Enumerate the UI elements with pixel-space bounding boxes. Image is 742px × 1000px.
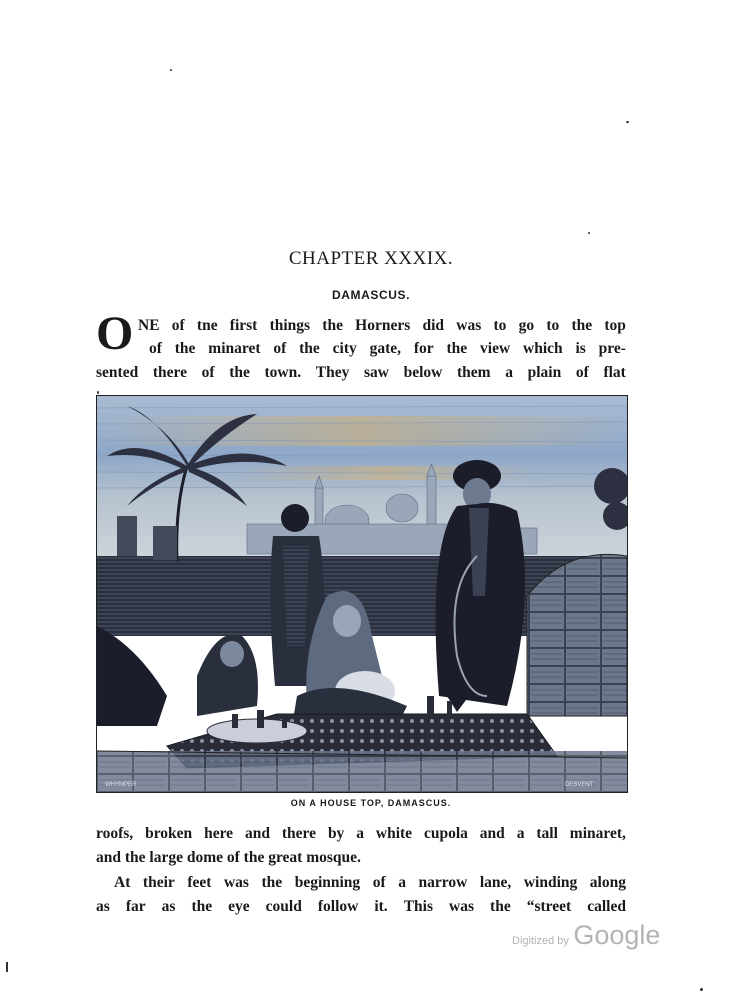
word: for bbox=[413, 340, 434, 357]
word: as bbox=[161, 898, 176, 915]
word: view bbox=[480, 340, 511, 357]
word: town. bbox=[264, 364, 302, 381]
chapter-subtitle: DAMASCUS. bbox=[331, 288, 411, 302]
scan-speck bbox=[170, 69, 172, 71]
word: eye bbox=[228, 898, 250, 915]
scan-speck bbox=[700, 988, 703, 991]
scan-speck bbox=[6, 962, 8, 972]
word: gate, bbox=[369, 340, 402, 357]
word: flat bbox=[603, 364, 626, 381]
word: the bbox=[299, 340, 320, 357]
word: was bbox=[456, 317, 482, 334]
watermark-prefix: Digitized by bbox=[512, 935, 569, 947]
google-watermark bbox=[512, 920, 660, 951]
word: and bbox=[479, 825, 505, 842]
word: the bbox=[490, 898, 511, 915]
word: They bbox=[315, 364, 350, 381]
word: lane, bbox=[479, 874, 512, 891]
word: as bbox=[96, 898, 110, 915]
body-line-3 bbox=[96, 364, 626, 382]
word: was bbox=[449, 898, 475, 915]
word: beginning bbox=[294, 874, 361, 891]
word: minaret bbox=[208, 340, 261, 357]
word: things bbox=[269, 317, 311, 334]
engraver-signature-right: DESVENT bbox=[565, 782, 594, 788]
word: far bbox=[125, 898, 146, 915]
word: go bbox=[518, 317, 535, 334]
word: Horners bbox=[355, 317, 411, 334]
word: called bbox=[587, 898, 626, 915]
word: minaret, bbox=[569, 825, 626, 842]
word: broken bbox=[145, 825, 193, 842]
word: saw bbox=[364, 364, 389, 381]
body-line-1 bbox=[138, 317, 626, 335]
engraving-illustration bbox=[96, 395, 628, 793]
word: feet bbox=[187, 874, 212, 891]
word: to bbox=[546, 317, 560, 334]
word: NE bbox=[138, 317, 160, 334]
chapter-title: CHAPTER XXXIX. bbox=[288, 248, 454, 269]
drop-cap: O bbox=[96, 307, 134, 360]
word: top bbox=[604, 317, 626, 334]
body-line-4 bbox=[96, 825, 626, 843]
illustration-caption: ON A HOUSE TOP, DAMASCUS. bbox=[290, 798, 452, 808]
word: the bbox=[229, 364, 250, 381]
word: roofs, bbox=[96, 825, 134, 842]
word: there bbox=[152, 364, 187, 381]
word: by bbox=[327, 825, 345, 842]
word: tall bbox=[536, 825, 558, 842]
word: tne bbox=[196, 317, 218, 334]
word: the bbox=[261, 874, 283, 891]
engraver-signature-left: WHYMPER bbox=[105, 782, 137, 788]
word: At bbox=[114, 874, 131, 891]
word: the bbox=[174, 340, 196, 357]
word: plain bbox=[527, 364, 562, 381]
word: This bbox=[403, 898, 434, 915]
word: a bbox=[516, 825, 525, 842]
word: the bbox=[571, 317, 593, 334]
body-line-6 bbox=[114, 874, 626, 892]
word: them bbox=[457, 364, 491, 381]
word: along bbox=[589, 874, 626, 891]
word: which bbox=[523, 340, 563, 357]
scan-speck bbox=[97, 391, 99, 394]
house-top-engraving bbox=[97, 396, 627, 792]
word: did bbox=[422, 317, 445, 334]
word: of bbox=[171, 317, 185, 334]
body-line-5: and the large dome of the great mosque. bbox=[96, 849, 361, 866]
word: could bbox=[265, 898, 302, 915]
word: follow bbox=[317, 898, 359, 915]
word: and bbox=[244, 825, 270, 842]
word: of bbox=[372, 874, 386, 891]
word: cupola bbox=[423, 825, 468, 842]
word: below bbox=[403, 364, 443, 381]
word: a bbox=[398, 874, 406, 891]
word: there bbox=[281, 825, 317, 842]
word: sented bbox=[96, 364, 139, 381]
word: of bbox=[201, 364, 215, 381]
word: narrow bbox=[418, 874, 468, 891]
word: the bbox=[322, 317, 343, 334]
word: of bbox=[575, 364, 589, 381]
body-line-2 bbox=[149, 340, 626, 358]
word: their bbox=[142, 874, 175, 891]
word: white bbox=[375, 825, 413, 842]
word: here bbox=[204, 825, 234, 842]
word: pre- bbox=[598, 340, 626, 357]
word: first bbox=[229, 317, 258, 334]
word: to bbox=[493, 317, 507, 334]
word: city bbox=[332, 340, 357, 357]
word: a bbox=[505, 364, 513, 381]
word: of bbox=[149, 340, 162, 357]
scan-speck bbox=[588, 232, 590, 234]
word: winding bbox=[523, 874, 578, 891]
watermark-brand: Google bbox=[573, 920, 661, 950]
word: the bbox=[446, 340, 468, 357]
word: “street bbox=[526, 898, 572, 915]
word: is bbox=[575, 340, 586, 357]
word: the bbox=[191, 898, 213, 915]
body-line-7 bbox=[96, 898, 626, 916]
scan-speck bbox=[626, 121, 629, 123]
word: it. bbox=[374, 898, 388, 915]
word: was bbox=[223, 874, 249, 891]
word: of bbox=[273, 340, 287, 357]
word: a bbox=[356, 825, 364, 842]
